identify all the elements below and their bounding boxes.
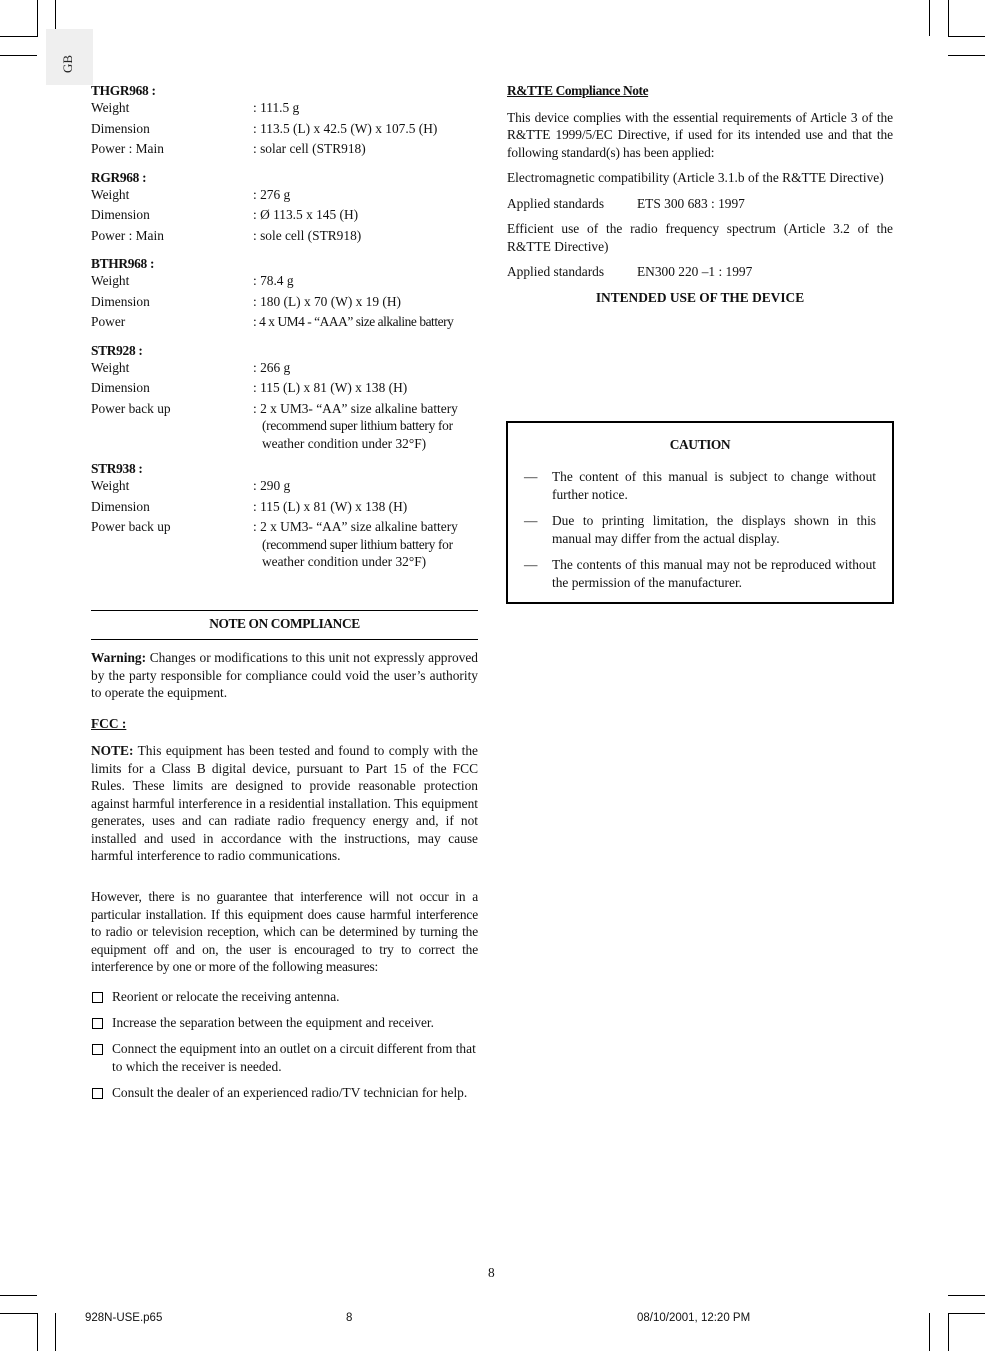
spec-row xyxy=(91,140,478,161)
spec-group-rgr968 xyxy=(91,169,478,248)
spec-value: : 4 x UM4 - “AAA” size alkaline battery xyxy=(253,314,454,329)
spec-value: : 111.5 g xyxy=(253,100,300,115)
standard-row xyxy=(507,195,893,213)
spec-row xyxy=(91,313,478,334)
spec-label: Dimension xyxy=(91,498,150,514)
caution-title: CAUTION xyxy=(669,437,731,452)
spec-row xyxy=(91,186,478,207)
caution-box xyxy=(506,421,894,604)
model-heading: THGR968 : xyxy=(91,83,156,98)
crop-mark xyxy=(948,1313,985,1314)
spec-value: : 276 g xyxy=(253,186,291,202)
spec-row xyxy=(91,272,478,293)
crop-mark xyxy=(948,1295,985,1296)
spec-value: : 180 (L) x 70 (W) x 19 (H) xyxy=(253,293,402,309)
list-item-text: Consult the dealer of an experienced radio/TV technician for help. xyxy=(112,1084,468,1100)
list-item xyxy=(91,1014,478,1032)
checkbox-square-icon xyxy=(92,1088,103,1099)
spec-label: Dimension xyxy=(91,120,150,136)
spec-label: Weight xyxy=(91,478,130,493)
footer-filename: 928N-USE.p65 xyxy=(85,1312,163,1324)
spec-label: Power : Main xyxy=(91,141,164,156)
compliance-title: NOTE ON COMPLIANCE xyxy=(209,616,360,631)
divider xyxy=(91,610,478,611)
model-heading: STR928 : xyxy=(91,342,143,358)
crop-mark xyxy=(948,55,985,56)
dash-icon: — xyxy=(524,469,538,484)
spec-value-line: weather condition under 32°F) xyxy=(262,554,427,569)
rtte-spectrum: Efficient use of the radio frequency spectrum (Article 3.2 of the R&TTE Directive) xyxy=(507,221,893,254)
footer-datetime: 08/10/2001, 12:20 PM xyxy=(637,1312,751,1324)
list-item xyxy=(91,1040,478,1075)
spec-row xyxy=(91,400,478,453)
specifications-section xyxy=(91,82,478,579)
crop-mark xyxy=(55,1313,56,1351)
spec-label: Dimension xyxy=(91,380,150,395)
crop-mark xyxy=(0,1295,37,1296)
spec-value: : 115 (L) x 81 (W) x 138 (H) xyxy=(253,380,408,395)
warning-text: Changes or modifications to this unit not expressly approved by the party responsible for compliance could void the user’s authority to operate the equipment. xyxy=(91,650,478,700)
crop-mark xyxy=(948,1313,949,1351)
footer-page: 8 xyxy=(346,1312,353,1324)
standard-value: ETS 300 683 : 1997 xyxy=(637,195,745,211)
caution-list xyxy=(524,468,876,600)
list-item xyxy=(524,556,876,591)
dash-icon: — xyxy=(524,513,538,528)
spec-value: : sole cell (STR918) xyxy=(253,227,362,243)
spec-value-line: : 2 x UM3- “AA” size alkaline battery xyxy=(253,400,458,416)
however-paragraph: However, there is no guarantee that interference will not occur in a particular installation. If this equipment does cause harmful interference to radio or television reception, which can be determined by turning the equipment off and on, the user is encouraged to try to correct the interference by one or more of the following measures: xyxy=(91,889,478,974)
crop-mark xyxy=(0,55,37,56)
list-item-text: The content of this manual is subject to change without further notice. xyxy=(552,469,876,502)
rtte-title: R&TTE Compliance Note xyxy=(507,83,649,98)
spec-value: : solar cell (STR918) xyxy=(253,141,366,156)
spec-row xyxy=(91,359,478,380)
fcc-note-paragraph xyxy=(91,742,478,865)
spec-value: : Ø 113.5 x 145 (H) xyxy=(253,207,359,222)
page-number: 8 xyxy=(488,1265,495,1280)
spec-value-line: (recommend super lithium battery for xyxy=(262,418,453,433)
spec-label: Power xyxy=(91,314,126,329)
spec-label: Power : Main xyxy=(91,227,164,243)
spec-value: : 78.4 g xyxy=(253,273,294,288)
spec-group-thgr968 xyxy=(91,82,478,161)
standard-label: Applied standards xyxy=(507,195,605,211)
spec-label: Power back up xyxy=(91,519,171,534)
spec-group-str928 xyxy=(91,342,478,453)
spec-row xyxy=(91,99,478,120)
model-heading: RGR968 : xyxy=(91,169,147,185)
spec-value-line: weather condition under 32°F) xyxy=(262,435,427,451)
spec-value: : 290 g xyxy=(253,478,291,493)
warning-label: Warning: xyxy=(91,650,147,665)
crop-mark xyxy=(37,1313,38,1351)
spec-group-bthr968 xyxy=(91,255,478,334)
spec-value-line: : 2 x UM3- “AA” size alkaline battery xyxy=(253,519,458,534)
spec-row xyxy=(91,518,478,571)
spec-label: Dimension xyxy=(91,207,150,222)
note-text: This equipment has been tested and found to comply with the limits for a Class B digital device, pursuant to Part 15 of the FCC Rules. These limits are designed to provide reasonable protection against harmful interference in a residential installation. This equipment generates, uses and can radiate radio frequency energy and, if not installed and used in accordance with the instructions, may cause harmful interference to radio communications. xyxy=(91,743,478,863)
note-label: NOTE: xyxy=(91,743,134,758)
spec-value: : 113.5 (L) x 42.5 (W) x 107.5 (H) xyxy=(253,120,438,136)
spec-row xyxy=(91,379,478,400)
language-tab xyxy=(46,29,93,85)
model-heading: STR938 : xyxy=(91,461,143,476)
list-item xyxy=(524,468,876,503)
spec-label: Power back up xyxy=(91,400,171,416)
spec-value xyxy=(253,400,478,453)
rtte-emc: Electromagnetic compatibility (Article 3.1.b of the R&TTE Directive) xyxy=(507,170,884,185)
dash-icon: — xyxy=(524,557,538,572)
spec-label: Weight xyxy=(91,100,130,115)
list-item-text: The contents of this manual may not be reproduced without the permission of the manufacturer. xyxy=(552,557,876,590)
spec-row xyxy=(91,477,478,498)
fcc-heading: FCC : xyxy=(91,716,127,731)
checkbox-square-icon xyxy=(92,1044,103,1055)
list-item-text: Increase the separation between the equipment and receiver. xyxy=(112,1015,434,1030)
list-item-text: Connect the equipment into an outlet on a circuit different from that to which the receiver is needed. xyxy=(112,1041,476,1074)
standard-label: Applied standards xyxy=(507,264,605,279)
checkbox-square-icon xyxy=(92,1018,103,1029)
model-heading: BTHR968 : xyxy=(91,256,155,271)
list-item xyxy=(91,988,478,1006)
spec-label: Weight xyxy=(91,359,130,375)
rtte-section xyxy=(507,82,893,306)
spec-row xyxy=(91,120,478,141)
list-item-text: Reorient or relocate the receiving antenna. xyxy=(112,989,340,1004)
list-item xyxy=(524,512,876,547)
crop-mark xyxy=(948,36,985,37)
standard-row xyxy=(507,263,893,281)
spec-row xyxy=(91,293,478,314)
rtte-intro: This device complies with the essential requirements of Article 3 of the R&TTE 1999/5/EC Directive, if used for its intended use and that the following standard(s) has been applied: xyxy=(507,109,893,160)
crop-mark xyxy=(929,1313,930,1351)
crop-mark xyxy=(37,0,38,36)
spec-value-line: (recommend super lithium battery for xyxy=(262,536,453,552)
spec-row xyxy=(91,227,478,248)
checkbox-square-icon xyxy=(92,992,103,1003)
crop-mark xyxy=(929,0,930,36)
spec-group-str938 xyxy=(91,460,478,571)
spec-label: Weight xyxy=(91,186,130,202)
list-item-text: Due to printing limitation, the displays shown in this manual may differ from the actual display. xyxy=(552,513,876,546)
divider xyxy=(91,639,478,640)
spec-value xyxy=(253,518,478,571)
intended-use-heading: INTENDED USE OF THE DEVICE xyxy=(595,289,805,305)
spec-value: : 115 (L) x 81 (W) x 138 (H) xyxy=(253,498,408,514)
standard-value: EN300 220 –1 : 1997 xyxy=(637,264,753,279)
spec-label: Dimension xyxy=(91,293,150,309)
spec-row xyxy=(91,498,478,519)
language-tab-label: GB xyxy=(60,54,75,73)
crop-mark xyxy=(0,1313,38,1314)
spec-value: : 266 g xyxy=(253,359,291,375)
list-item xyxy=(91,1084,478,1102)
crop-mark xyxy=(0,36,38,37)
spec-row xyxy=(91,206,478,227)
spec-label: Weight xyxy=(91,273,130,288)
measures-list xyxy=(91,988,478,1110)
crop-mark xyxy=(948,0,949,36)
warning-paragraph xyxy=(91,649,478,702)
